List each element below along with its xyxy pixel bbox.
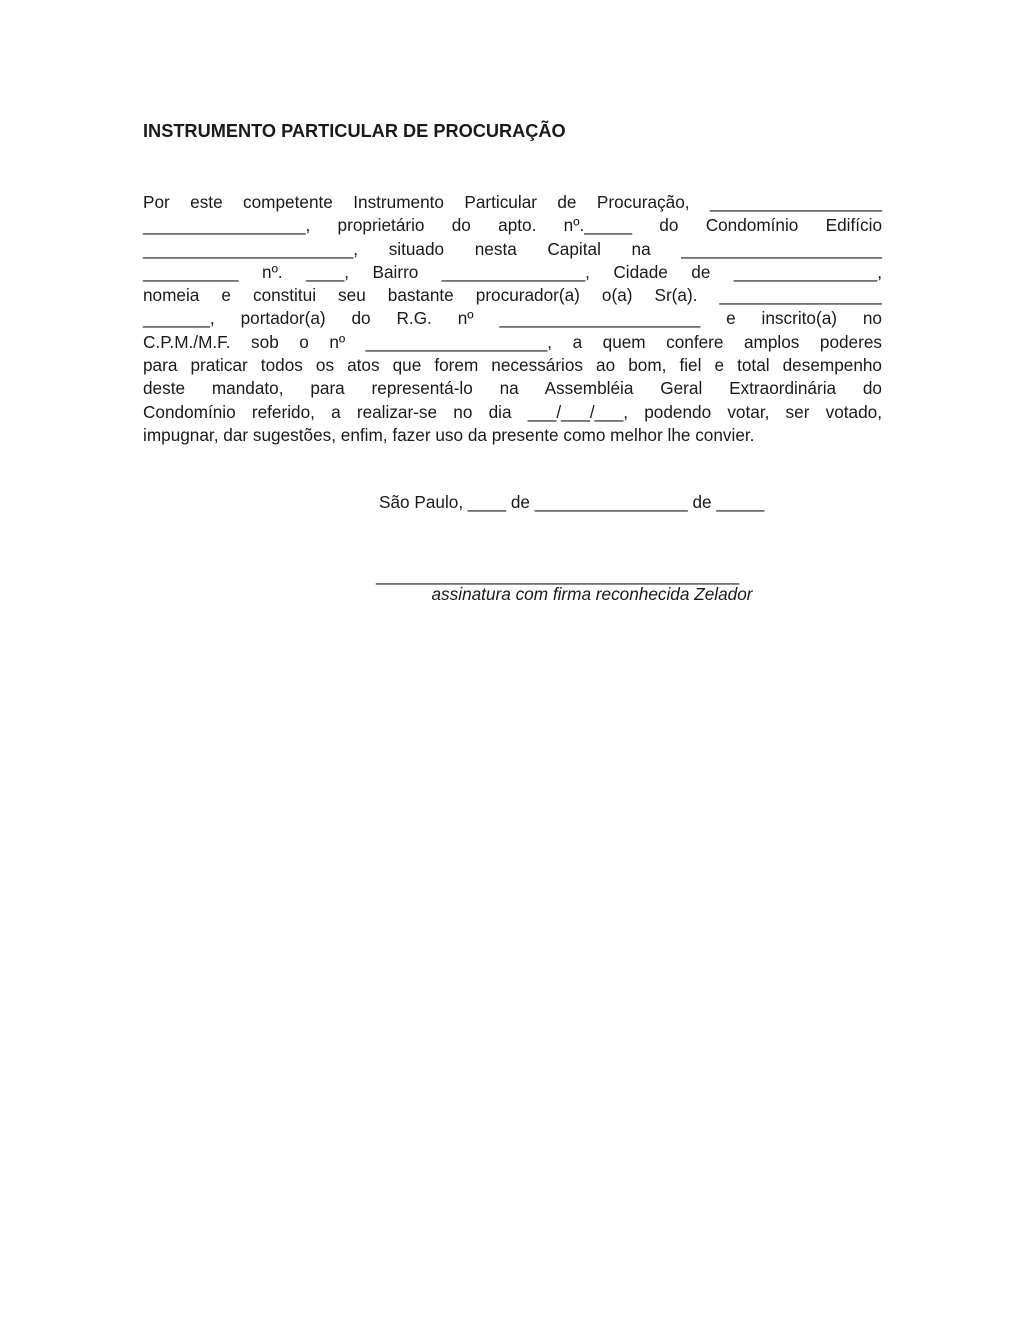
body-line: impugnar, dar sugestões, enfim, fazer uso da presente como melhor lhe convier. xyxy=(143,424,755,445)
document-title: INSTRUMENTO PARTICULAR DE PROCURAÇÃO xyxy=(143,121,566,141)
body-line: nomeia e constitui seu bastante procurador(a) o(a) Sr(a). _________________ xyxy=(143,285,882,306)
document-body xyxy=(143,191,882,447)
body-line: __________ nº. ____, Bairro _______________, Cidade de _______________, xyxy=(143,261,882,282)
body-line: Por este competente Instrumento Particular de Procuração, __________________ xyxy=(143,192,882,212)
body-line: _________________, proprietário do apto. nº._____ do Condomínio Edifício xyxy=(143,215,882,236)
body-line: para praticar todos os atos que forem necessários ao bom, fiel e total desempenho xyxy=(143,355,882,376)
body-line: deste mandato, para representá-lo na Assembléia Geral Extraordinária do xyxy=(143,378,882,399)
signature-line: ______________________________________ xyxy=(376,565,740,585)
body-line: C.P.M./M.F. sob o nº ___________________, a quem confere amplos poderes xyxy=(143,331,882,352)
body-line: ______________________, situado nesta Capital na _____________________ xyxy=(143,238,882,259)
signature-caption: assinatura com firma reconhecida Zelador xyxy=(431,584,753,604)
date-line: São Paulo, ____ de ________________ de _____ xyxy=(379,492,765,512)
body-line: Condomínio referido, a realizar-se no dia ___/___/___, podendo votar, ser votado, xyxy=(143,401,882,422)
body-line: _______, portador(a) do R.G. nº _____________________ e inscrito(a) no xyxy=(143,308,882,329)
